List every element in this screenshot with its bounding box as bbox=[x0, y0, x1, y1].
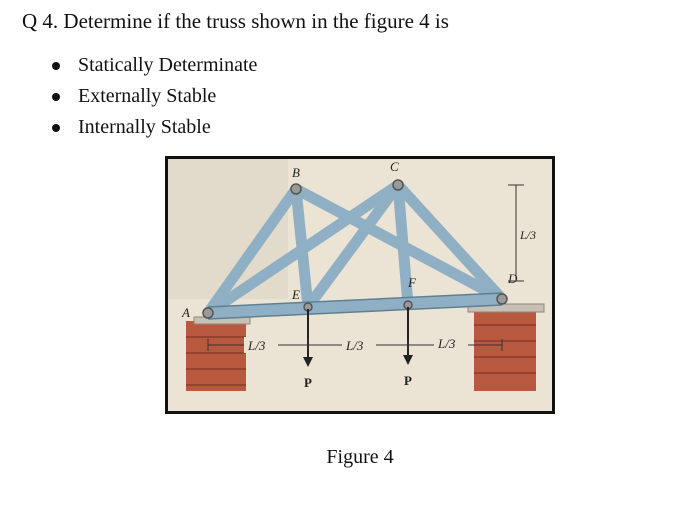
panel-label-2: L/3 bbox=[346, 338, 364, 353]
truss-diagram bbox=[168, 159, 552, 411]
panel-label-3: L/3 bbox=[438, 336, 456, 351]
joint-label-a: A bbox=[182, 305, 190, 320]
condition-list bbox=[52, 50, 257, 143]
list-item: Externally Stable bbox=[52, 81, 257, 112]
question-text: Q 4. Determine if the truss shown in the figure 4 is bbox=[22, 9, 449, 33]
list-item: Statically Determinate bbox=[52, 50, 257, 81]
left-support bbox=[186, 317, 250, 391]
joint-c bbox=[393, 180, 403, 190]
joint-label-e: E bbox=[292, 287, 300, 302]
joint-label-b: B bbox=[292, 165, 300, 180]
figure-caption: Figure 4 bbox=[326, 446, 394, 468]
panel-label-1: L/3 bbox=[248, 338, 266, 353]
joint-label-c: C bbox=[390, 159, 399, 174]
load-label-1: P bbox=[304, 375, 312, 390]
truss-figure bbox=[165, 156, 555, 414]
right-support bbox=[468, 304, 544, 391]
joint-label-f: F bbox=[408, 275, 416, 290]
joint-b bbox=[291, 184, 301, 194]
joint-a bbox=[203, 308, 213, 318]
load-label-2: P bbox=[404, 373, 412, 388]
list-item: Internally Stable bbox=[52, 112, 257, 143]
joint-d bbox=[497, 294, 507, 304]
height-label: L/3 bbox=[520, 228, 537, 242]
joint-label-d: D bbox=[508, 271, 518, 286]
